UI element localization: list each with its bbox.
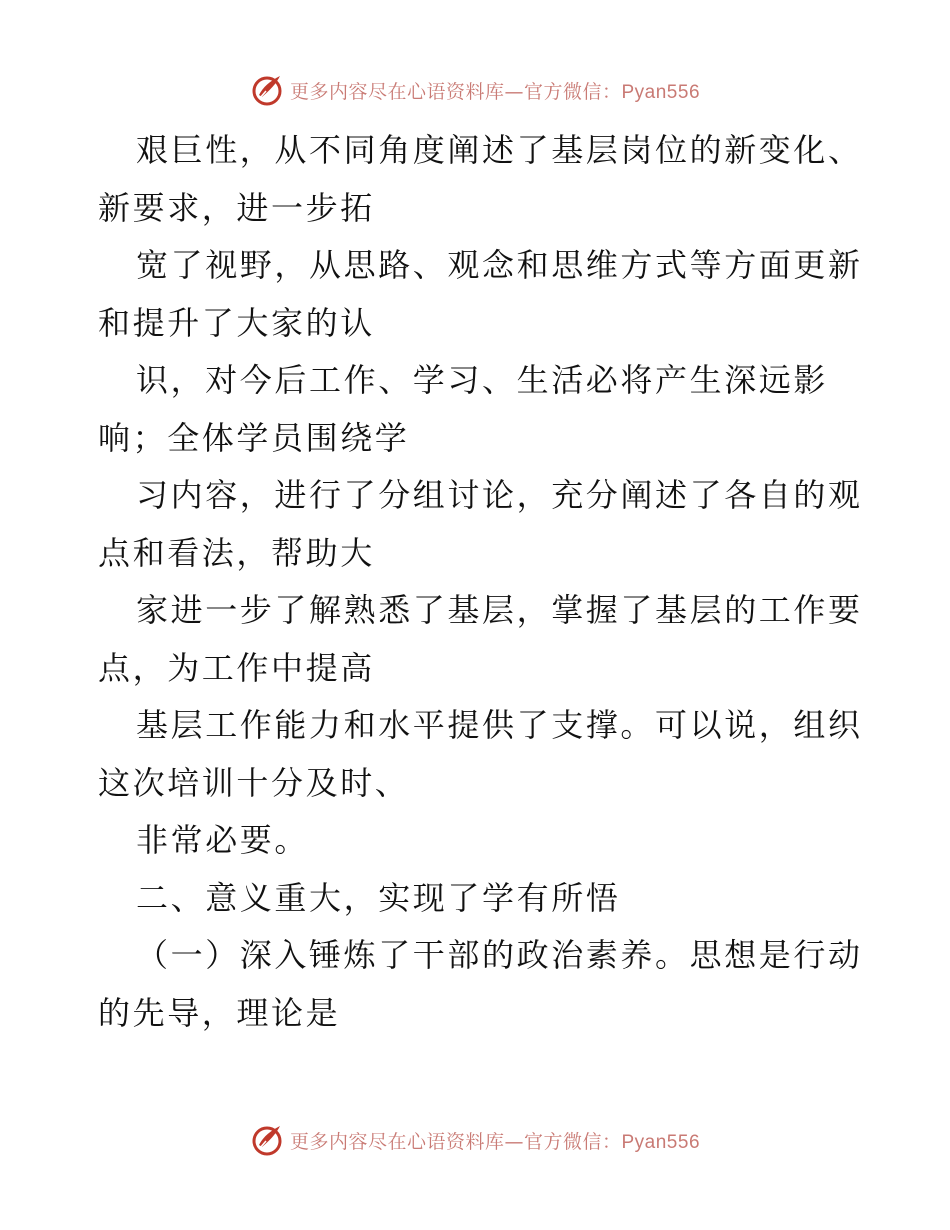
text-line: 的先导，理论是 <box>98 993 341 1032</box>
text-line: 这次培训十分及时、 <box>98 763 410 802</box>
text-line: 家进一步了解熟悉了基层，掌握了基层的工作要 <box>136 591 863 629</box>
watermark-text <box>290 77 700 104</box>
text-line: 宽了视野，从思路、观念和思维方式等方面更新 <box>136 246 863 284</box>
text-line: （一）深入锤炼了干部的政治素养。思想是行动 <box>136 936 863 974</box>
header-watermark <box>0 70 950 110</box>
separator: — <box>504 80 524 103</box>
text-line: 艰巨性，从不同角度阐述了基层岗位的新变化、 <box>136 131 863 169</box>
wechat-label: 官方微信： <box>523 80 622 103</box>
quill-logo-icon <box>250 1123 284 1157</box>
text-line: 基层工作能力和水平提供了支撑。可以说，组织 <box>136 706 863 744</box>
text-line: 和提升了大家的认 <box>98 303 375 342</box>
site-name: 更多内容尽在心语资料库 <box>289 1130 505 1153</box>
text-line: 点，为工作中提高 <box>98 648 375 687</box>
text-line: 习内容，进行了分组讨论，充分阐述了各自的观 <box>136 476 863 514</box>
section-heading: 二、意义重大，实现了学有所悟 <box>136 878 621 917</box>
text-line: 点和看法，帮助大 <box>98 533 375 572</box>
separator: — <box>504 1130 524 1153</box>
footer-watermark <box>0 1120 950 1160</box>
document-body <box>98 122 863 1042</box>
watermark-text <box>290 1127 700 1154</box>
text-line: 响；全体学员围绕学 <box>98 418 410 457</box>
text-line: 识，对今后工作、学习、生活必将产生深远影 <box>136 361 829 399</box>
text-line: 非常必要。 <box>136 821 310 859</box>
wechat-handle: Pyan556 <box>621 1131 701 1153</box>
wechat-label: 官方微信： <box>523 1130 622 1153</box>
wechat-handle: Pyan556 <box>621 81 701 103</box>
site-name: 更多内容尽在心语资料库 <box>289 80 505 103</box>
text-line: 新要求，进一步拓 <box>98 188 375 227</box>
quill-logo-icon <box>250 73 284 107</box>
